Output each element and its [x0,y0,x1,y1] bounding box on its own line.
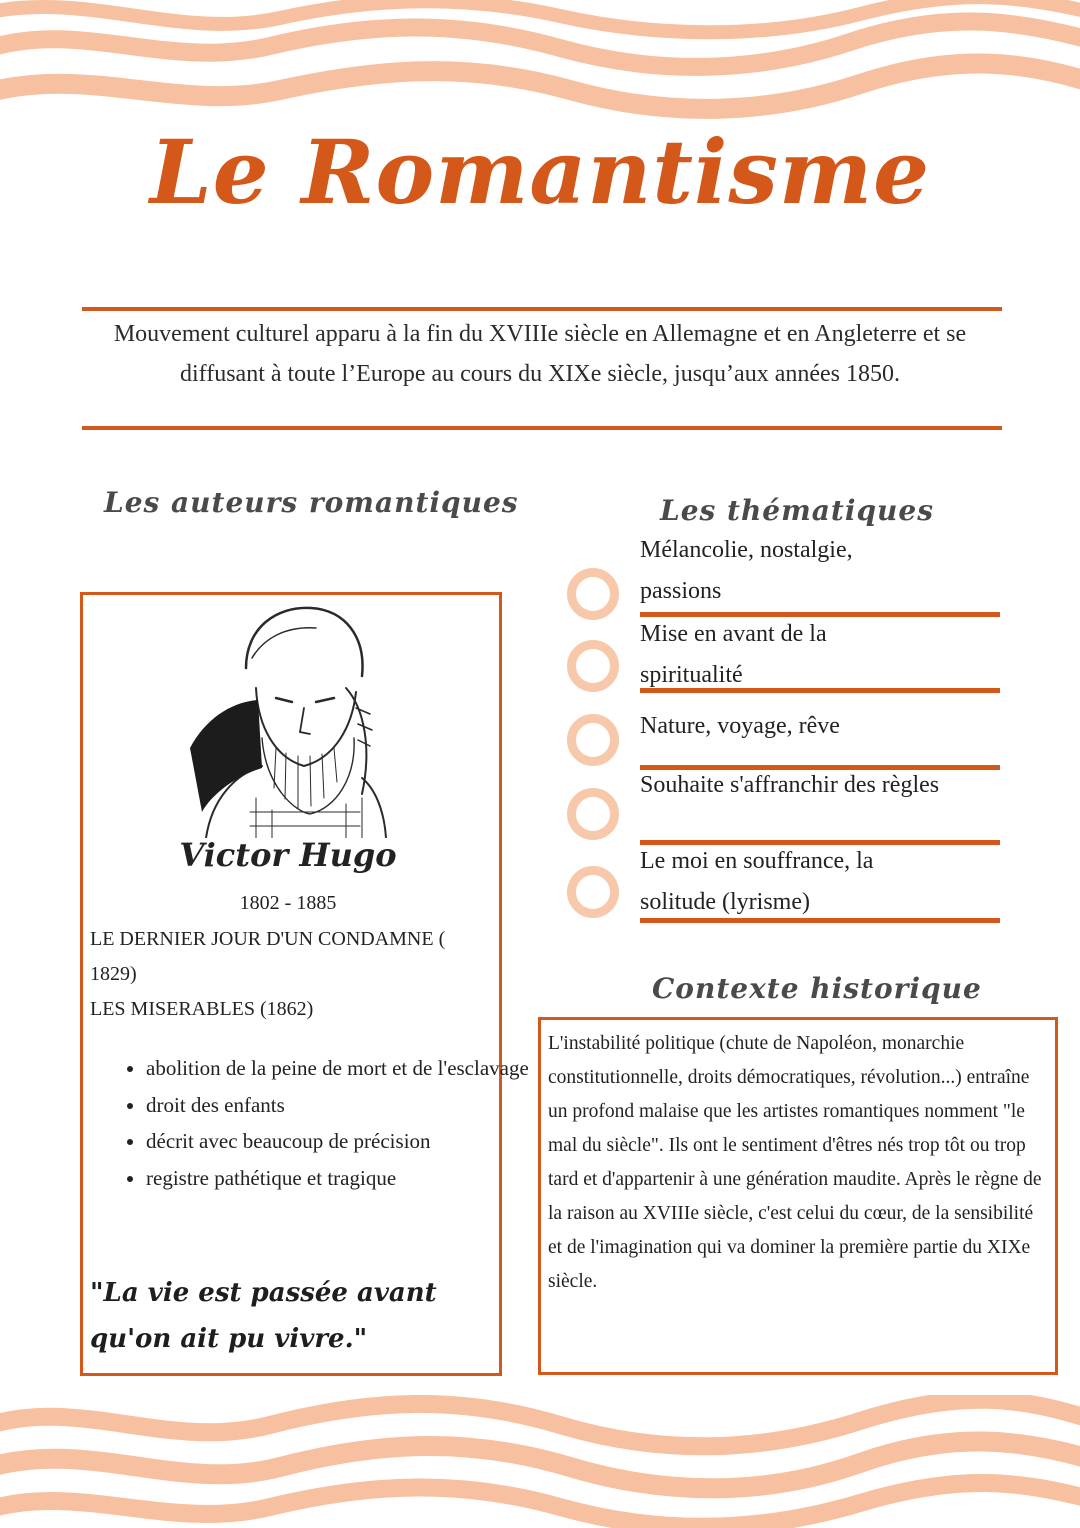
circle-bullet-icon [567,788,619,840]
list-item: • registre pathétique et tragique [146,1160,546,1197]
theme-item: Le moi en souffrance, la solitude (lyrisme) [640,848,874,915]
context-heading: Contexte historique [652,972,982,1005]
context-text: L'instabilité politique (chute de Napoléon, monarchie constitutionnelle, droits démocratiques, révolution...) entraîne un profond malaise que les artistes romantiques nomment "le mal du siècle". Ils ont le sentiment d'êtres nés trop tôt ou trop tard et d'appartenir à une génération maudite. Après le règne de la raison au XVIIIe siècle, c'est celui du cœur, de la sensibilité et de l'imagination qui va dominer la première partie du XIXe siècle. [548,1033,1042,1292]
circle-bullet-icon [567,866,619,918]
author-name: Victor Hugo [179,836,397,874]
circle-bullet-icon [567,640,619,692]
work-item: LE DERNIER JOUR D'UN CONDAMNE ( 1829) [90,928,446,985]
intro-top-rule [82,307,1002,311]
circle-bullet-icon [567,714,619,766]
author-quote: "La vie est passée avant qu'on ait pu vivre." [90,1278,437,1354]
top-wave-decoration [0,0,1080,120]
work-item: LES MISERABLES (1862) [90,998,314,1020]
list-item: • abolition de la peine de mort et de l'esclavage [146,1050,546,1087]
list-item: • décrit avec beaucoup de précision [146,1123,546,1160]
theme-divider [640,918,1000,923]
authors-heading: Les auteurs romantiques [104,486,519,519]
author-works [90,922,490,1027]
bottom-wave-decoration [0,1395,1080,1528]
victor-hugo-portrait [186,598,406,838]
theme-item: Souhaite s'affranchir des règles [640,772,940,798]
themes-heading: Les thématiques [660,494,934,527]
circle-bullet-icon [567,568,619,620]
theme-item: Nature, voyage, rêve [640,713,840,739]
intro-bottom-rule [82,426,1002,430]
author-dates: 1802 - 1885 [239,892,337,914]
intro-text: Mouvement culturel apparu à la fin du XVIIIe siècle en Allemagne et en Angleterre et se diffusant à toute l’Europe au cours du XIXe siècle, jusqu’aux années 1850. [113,321,967,387]
theme-item: Mélancolie, nostalgie, passions [640,537,853,604]
theme-item: Mise en avant de la spiritualité [640,621,827,688]
author-traits-list [90,1050,546,1196]
list-item: • droit des enfants [146,1087,546,1124]
theme-divider [640,688,1000,693]
page-title: Le Romantisme [149,120,931,224]
